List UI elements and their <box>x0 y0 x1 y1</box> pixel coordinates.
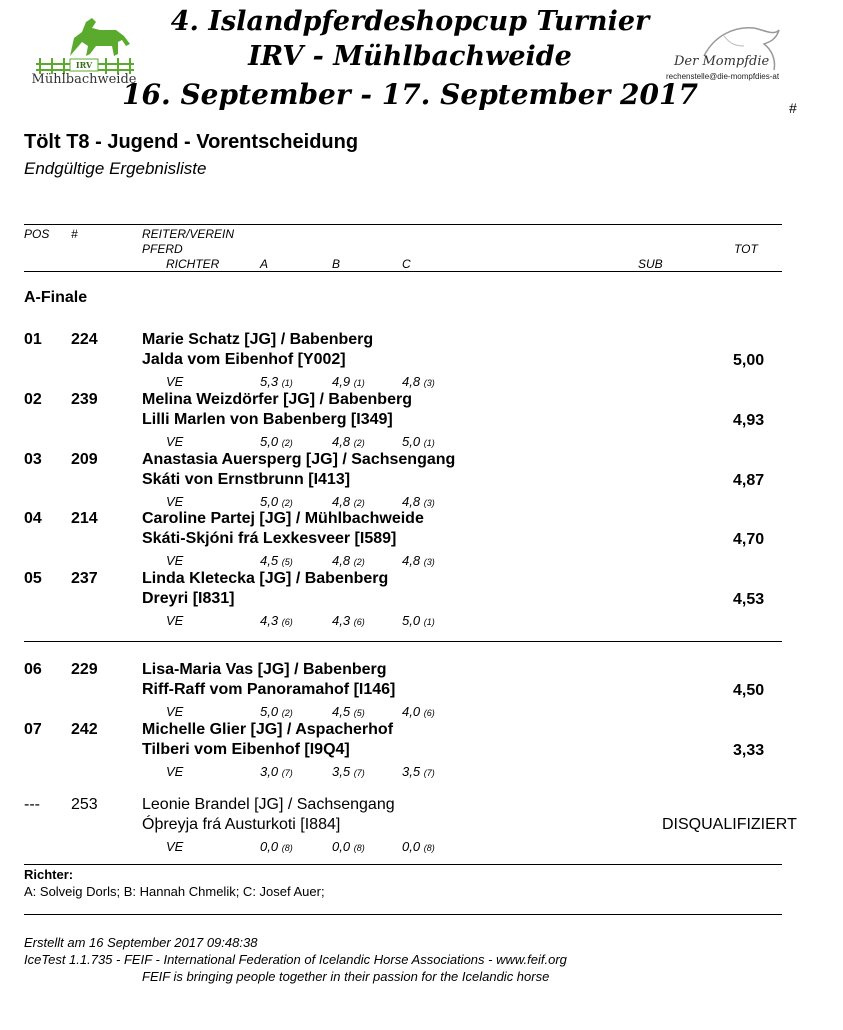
score-a <box>260 374 293 389</box>
score-value: 4,3 <box>260 613 279 628</box>
score-rank: (6) <box>281 617 293 627</box>
col-b: B <box>332 257 341 271</box>
result-rider: Linda Kletecka [JG] / Babenberg <box>142 570 389 587</box>
judges-label: Richter: <box>24 867 74 882</box>
result-judge: VE <box>166 839 184 854</box>
result-horse: Tilberi vom Eibenhof [I9Q4] <box>142 741 350 758</box>
score-value: 3,5 <box>332 764 351 779</box>
result-number: 209 <box>71 451 98 468</box>
logo-badge: IRV <box>75 60 93 70</box>
score-rank: (6) <box>353 617 365 627</box>
result-judge: VE <box>166 494 184 509</box>
col-sub: SUB <box>638 257 663 271</box>
score-a <box>260 764 293 779</box>
score-rank: (1) <box>423 617 435 627</box>
score-c <box>402 613 435 628</box>
score-b <box>332 553 365 568</box>
divider <box>24 864 782 865</box>
section-title: A-Finale <box>24 289 88 306</box>
score-rank: (5) <box>281 557 293 567</box>
score-c <box>402 839 435 854</box>
divider <box>24 914 782 915</box>
score-rank: (3) <box>423 378 435 388</box>
col-a: A <box>260 257 269 271</box>
result-judge: VE <box>166 704 184 719</box>
result-rider: Michelle Glier [JG] / Aspacherhof <box>142 721 394 738</box>
header-title-line1: 4. Islandpferdeshopcup Turnier <box>170 6 650 37</box>
result-pos: 06 <box>24 661 42 678</box>
score-rank: (2) <box>353 498 365 508</box>
score-a <box>260 553 293 568</box>
result-judge: VE <box>166 613 184 628</box>
col-c: C <box>402 257 411 271</box>
col-pos: POS <box>24 227 50 241</box>
score-b <box>332 613 365 628</box>
score-value: 4,8 <box>332 494 351 509</box>
event-subtitle: Endgültige Ergebnisliste <box>24 159 207 178</box>
score-rank: (8) <box>281 843 293 853</box>
col-judge: RICHTER <box>166 257 220 271</box>
score-rank: (2) <box>353 438 365 448</box>
score-a <box>260 613 293 628</box>
score-b <box>332 494 365 509</box>
logo-mompfdie-name: Der Mompfdie <box>674 54 770 69</box>
score-value: 5,0 <box>260 704 279 719</box>
score-rank: (8) <box>423 843 435 853</box>
score-a <box>260 494 293 509</box>
score-b <box>332 839 365 854</box>
header-title-line2: IRV - Mühlbachweide <box>248 41 572 72</box>
result-rider: Caroline Partej [JG] / Mühlbachweide <box>142 510 424 527</box>
score-b <box>332 704 365 719</box>
score-value: 5,0 <box>402 434 421 449</box>
result-horse: Riff-Raff vom Panoramahof [I146] <box>142 681 396 698</box>
score-c <box>402 553 435 568</box>
result-pos: 04 <box>24 510 42 527</box>
score-rank: (1) <box>281 378 293 388</box>
score-value: 4,8 <box>402 494 421 509</box>
score-value: 4,5 <box>332 704 351 719</box>
logo-mompfdie-email: rechenstelle@die-mompfdies-at <box>666 72 780 81</box>
judges-list: A: Solveig Dorls; B: Hannah Chmelik; C: Josef Auer; <box>24 884 325 899</box>
score-value: 4,8 <box>402 374 421 389</box>
logo-mompfdie <box>664 16 794 86</box>
score-value: 4,8 <box>402 553 421 568</box>
header-title-line3: 16. September - 17. September 2017 <box>122 78 698 111</box>
score-rank: (2) <box>281 498 293 508</box>
footer-slogan: FEIF is bringing people together in their passion for the Icelandic horse <box>142 969 550 984</box>
result-pos: 05 <box>24 570 42 587</box>
result-number: 229 <box>71 661 98 678</box>
result-horse: Lilli Marlen von Babenberg [I349] <box>142 411 393 428</box>
score-a <box>260 839 293 854</box>
score-value: 0,0 <box>402 839 421 854</box>
result-number: 239 <box>71 391 98 408</box>
score-rank: (2) <box>353 557 365 567</box>
score-c <box>402 374 435 389</box>
score-value: 5,3 <box>260 374 279 389</box>
score-value: 4,8 <box>332 553 351 568</box>
result-pos: 02 <box>24 391 42 408</box>
result-total: DISQUALIFIZIERT <box>662 816 797 833</box>
score-value: 3,5 <box>402 764 421 779</box>
result-horse: Óþreyja frá Austurkoti [I884] <box>142 816 341 833</box>
divider <box>24 641 782 642</box>
divider <box>24 224 782 225</box>
score-rank: (7) <box>281 768 293 778</box>
score-c <box>402 764 435 779</box>
score-value: 4,9 <box>332 374 351 389</box>
result-total: 4,93 <box>733 412 765 429</box>
result-total: 4,87 <box>733 472 765 489</box>
score-rank: (1) <box>353 378 365 388</box>
result-rider: Anastasia Auersperg [JG] / Sachsengang <box>142 451 456 468</box>
result-horse: Skáti von Ernstbrunn [I413] <box>142 471 351 488</box>
score-rank: (7) <box>353 768 365 778</box>
score-rank: (2) <box>281 708 293 718</box>
footer-created: Erstellt am 16 September 2017 09:48:38 <box>24 935 258 950</box>
result-total: 5,00 <box>733 352 765 369</box>
hash-mark: # <box>789 100 797 116</box>
score-rank: (7) <box>423 768 435 778</box>
divider <box>24 271 782 272</box>
score-c <box>402 704 435 719</box>
result-judge: VE <box>166 764 184 779</box>
col-num: # <box>71 227 78 241</box>
result-total: 3,33 <box>733 742 765 759</box>
result-pos: 01 <box>24 331 42 348</box>
score-value: 4,0 <box>402 704 421 719</box>
score-value: 4,8 <box>332 434 351 449</box>
score-rank: (6) <box>423 708 435 718</box>
score-value: 0,0 <box>332 839 351 854</box>
score-rank: (1) <box>423 438 435 448</box>
score-value: 5,0 <box>260 434 279 449</box>
result-rider: Marie Schatz [JG] / Babenberg <box>142 331 374 348</box>
result-pos: 07 <box>24 721 42 738</box>
score-rank: (3) <box>423 498 435 508</box>
result-judge: VE <box>166 374 184 389</box>
result-number: 224 <box>71 331 98 348</box>
result-total: 4,70 <box>733 531 765 548</box>
result-horse: Jalda vom Eibenhof [Y002] <box>142 351 346 368</box>
score-c <box>402 434 435 449</box>
score-value: 4,5 <box>260 553 279 568</box>
result-pos: --- <box>24 796 40 813</box>
score-rank: (2) <box>281 438 293 448</box>
result-judge: VE <box>166 434 184 449</box>
event-title: Tölt T8 - Jugend - Vorentscheidung <box>24 131 359 153</box>
result-rider: Melina Weizdörfer [JG] / Babenberg <box>142 391 412 408</box>
score-value: 3,0 <box>260 764 279 779</box>
score-value: 5,0 <box>402 613 421 628</box>
score-b <box>332 434 365 449</box>
score-value: 0,0 <box>260 839 279 854</box>
result-horse: Skáti-Skjóni frá Lexkesveer [I589] <box>142 530 397 547</box>
score-value: 4,3 <box>332 613 351 628</box>
result-horse: Dreyri [I831] <box>142 590 235 607</box>
result-number: 242 <box>71 721 98 738</box>
result-number: 253 <box>71 796 98 813</box>
result-number: 237 <box>71 570 98 587</box>
score-rank: (5) <box>353 708 365 718</box>
logo-name: Mühlbachweide <box>31 72 137 87</box>
score-b <box>332 764 365 779</box>
col-horse: PFERD <box>142 242 183 256</box>
score-a <box>260 704 293 719</box>
score-c <box>402 494 435 509</box>
result-rider: Lisa-Maria Vas [JG] / Babenberg <box>142 661 387 678</box>
col-rider: REITER/VEREIN <box>142 227 235 241</box>
result-judge: VE <box>166 553 184 568</box>
score-a <box>260 434 293 449</box>
score-value: 5,0 <box>260 494 279 509</box>
col-tot: TOT <box>734 242 758 256</box>
result-pos: 03 <box>24 451 42 468</box>
result-total: 4,53 <box>733 591 765 608</box>
result-rider: Leonie Brandel [JG] / Sachsengang <box>142 796 395 813</box>
score-b <box>332 374 365 389</box>
result-total: 4,50 <box>733 682 765 699</box>
footer-software: IceTest 1.1.735 - FEIF - International Federation of Icelandic Horse Associations - www.feif.org <box>24 952 567 967</box>
score-rank: (3) <box>423 557 435 567</box>
score-rank: (8) <box>353 843 365 853</box>
result-number: 214 <box>71 510 98 527</box>
